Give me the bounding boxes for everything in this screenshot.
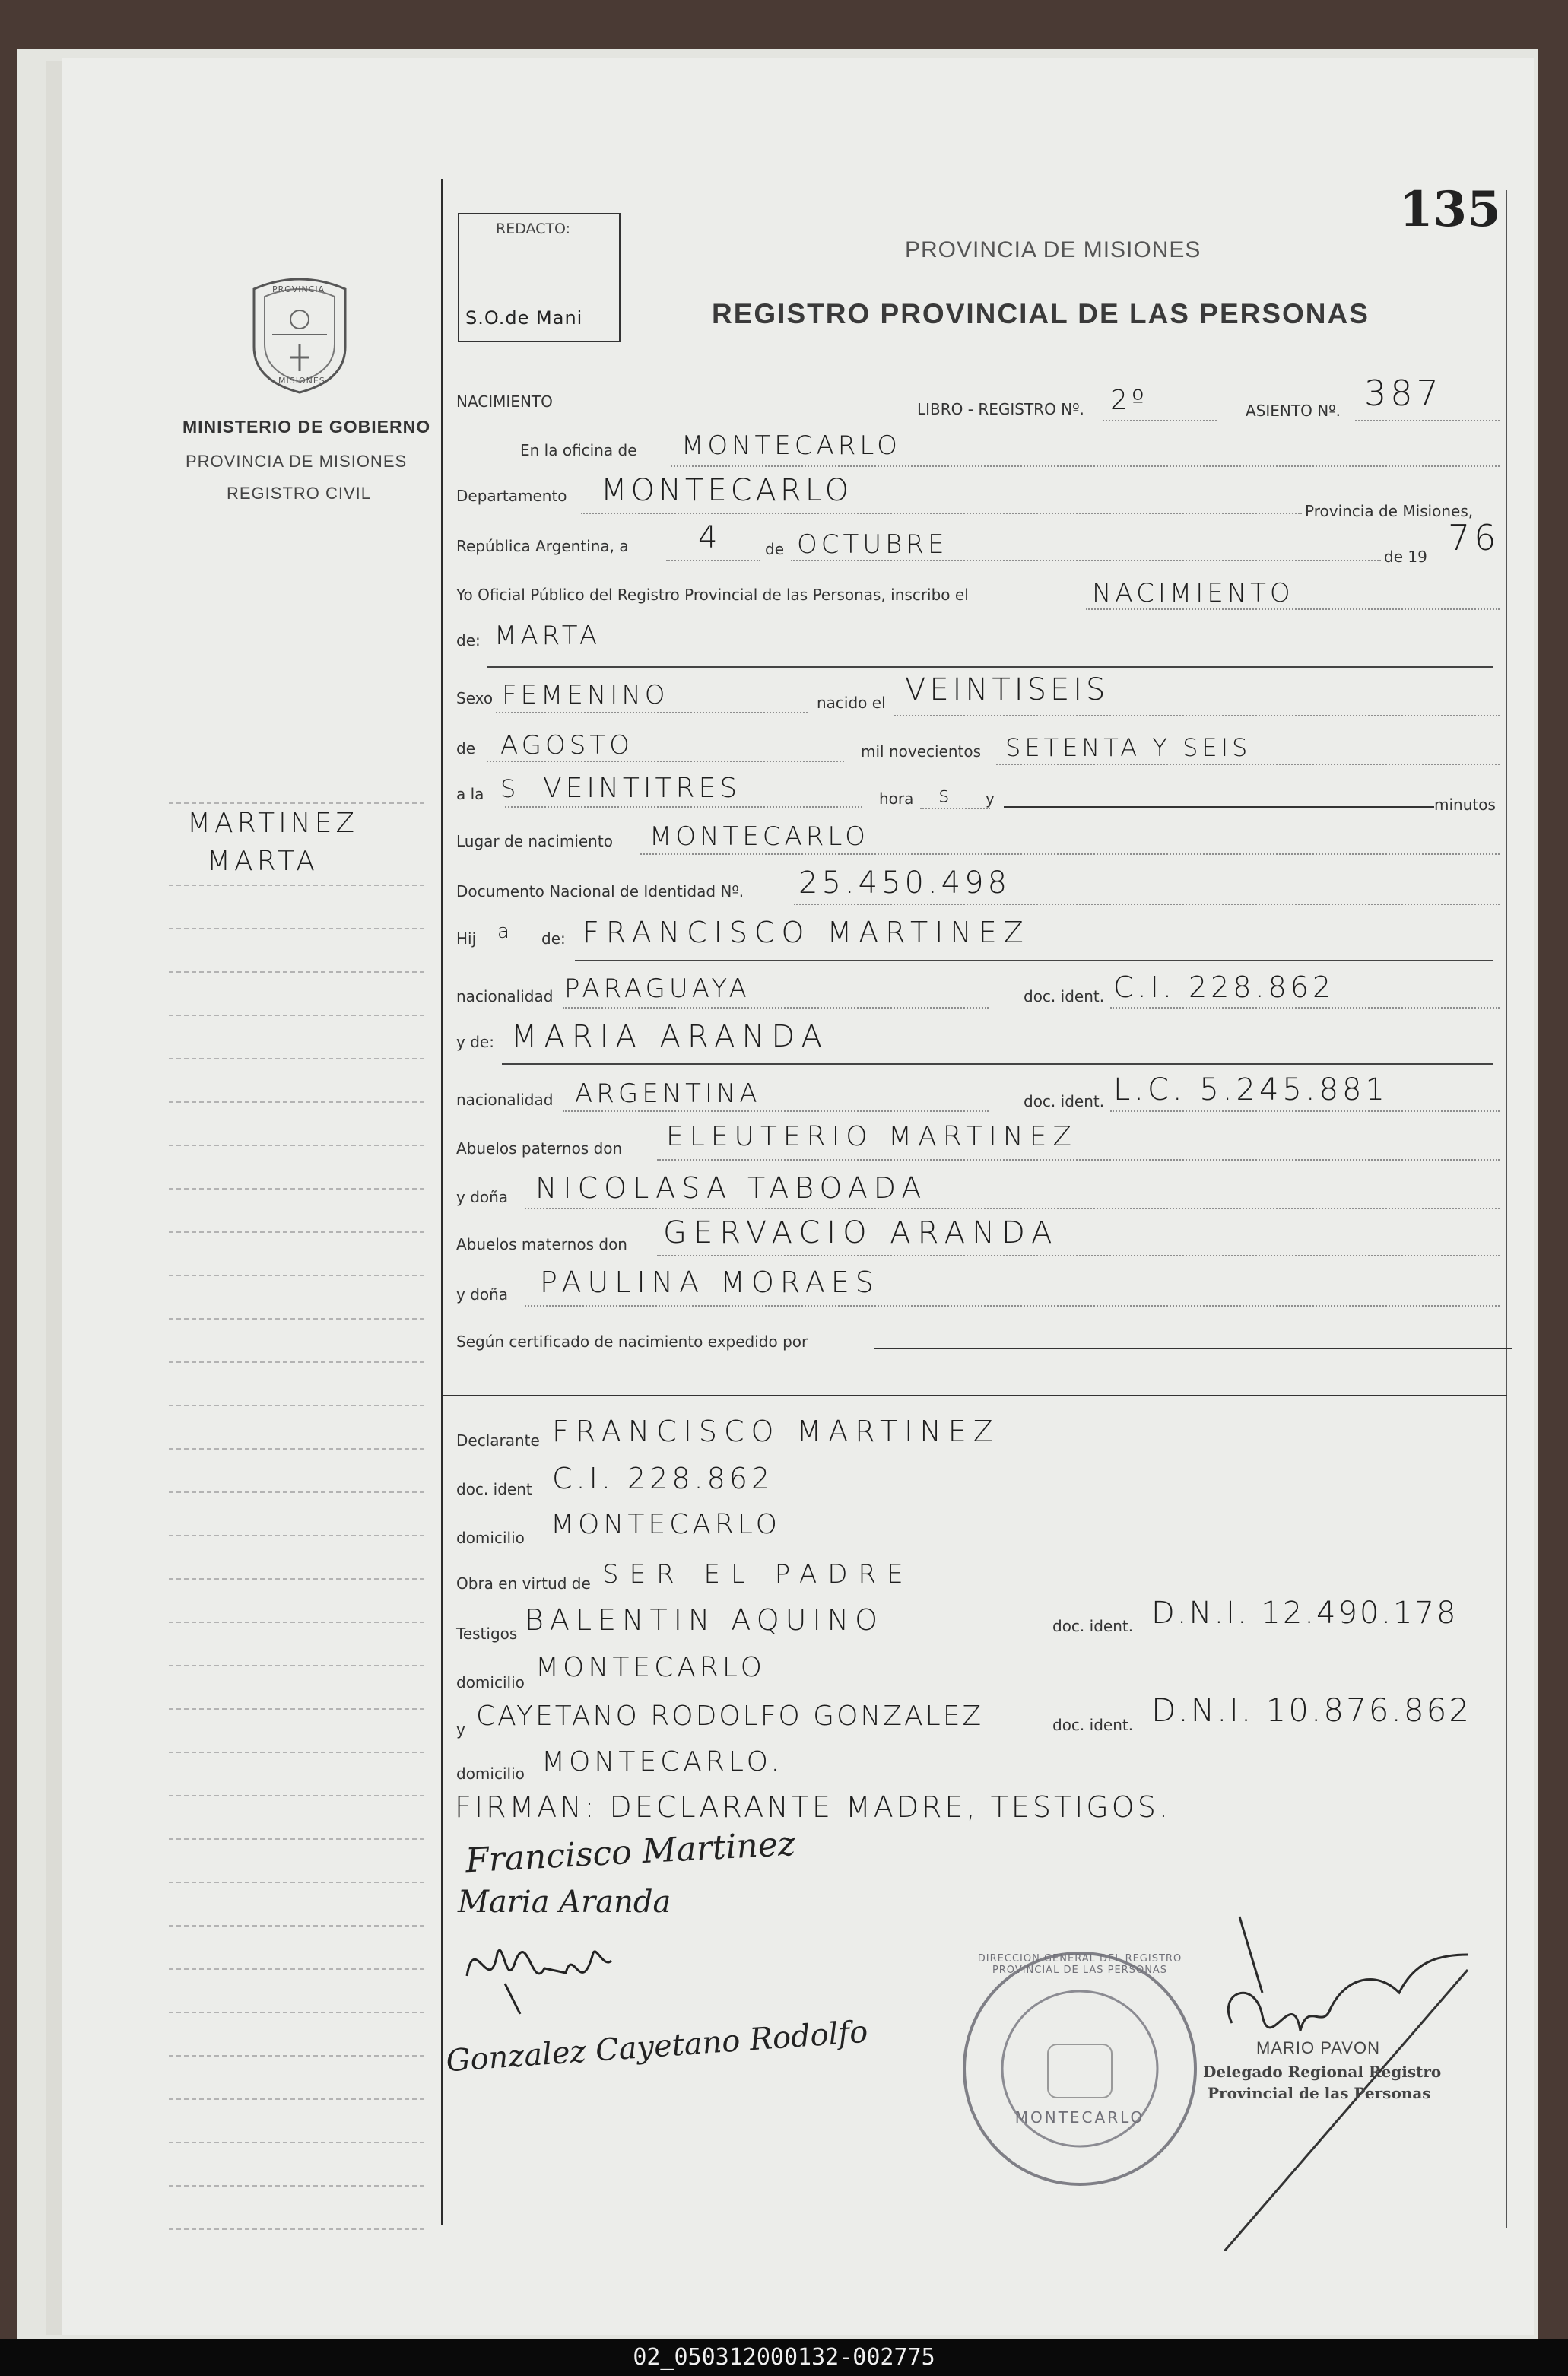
abuela-mat-value: PAULINA MORAES [540,1266,880,1299]
doc-ident-label-1: doc. ident. [1024,987,1105,1005]
signature-francisco: Francisco Martinez [464,1824,797,1881]
name-underline [487,666,1493,668]
oficina-dots [671,465,1500,467]
libro-dots [1103,420,1217,421]
nombre-value: MARTA [494,621,601,651]
nacido-mes-dots [487,761,844,762]
a-la-label: a la [456,785,484,803]
padre-nac-value: PARAGUAYA [564,974,751,1004]
departamento-label: Departamento [456,487,567,505]
stamp-center-text: MONTECARLO [1014,2108,1145,2127]
nacido-el-value: VEINTISEIS [905,672,1109,707]
page-number: 135 [1399,181,1501,238]
padre-value: FRANCISCO MARTINEZ [582,916,1030,949]
asiento-label: ASIENTO Nº. [1246,402,1341,420]
padre-doc-value: C.I. 228.862 [1113,970,1335,1004]
official-name: MARIO PAVON [1256,2038,1380,2057]
y-label: y [986,789,995,808]
redacto-value: S.O.de Mani [465,307,583,329]
declarante-value: FRANCISCO MARTINEZ [552,1415,1000,1448]
declarante-dom-value: MONTECARLO [551,1509,781,1540]
doc-ident-label-2: doc. ident. [1024,1092,1105,1110]
documento-dots [794,904,1500,905]
testigo1-value: BALENTIN AQUINO [525,1603,884,1637]
sexo-value: FEMENINO [502,680,669,710]
signature-maria: Maria Aranda [458,1885,671,1920]
sexo-label: Sexo [456,689,494,707]
de-19-label: de 19 [1384,548,1427,566]
de-parent-label: de: [541,929,566,948]
domicilio-label-2: domicilio [456,1673,525,1691]
testigo2-doc-value: D.N.I. 10.876.862 [1151,1691,1472,1729]
madre-nac-dots [563,1110,989,1112]
abuelos-pat-label: Abuelos paternos don [456,1139,623,1158]
declarante-label: Declarante [456,1431,540,1450]
year-value: 76 [1448,517,1500,558]
testigos-label: Testigos [456,1625,518,1643]
abuelo-mat-value: GERVACIO ARANDA [663,1215,1059,1250]
abuela-mat-dots [525,1305,1500,1307]
lugar-value: MONTECARLO [649,821,869,852]
acta-dots [1086,608,1500,610]
month-value: OCTUBRE [797,529,948,560]
nacionalidad-label-2: nacionalidad [456,1091,554,1109]
madre-underline [502,1063,1493,1065]
doc-ident-label-3: doc. ident. [1052,1617,1134,1635]
madre-doc-dots [1110,1110,1500,1112]
doc-ident-label-4: doc. ident. [1052,1716,1134,1734]
nacionalidad-label-1: nacionalidad [456,987,554,1005]
departamento-value: MONTECARLO [601,473,853,508]
padre-nac-dots [563,1007,989,1009]
nacido-anio-value: SETENTA Y SEIS [1005,733,1252,762]
mil-label: mil novecientos [861,742,982,761]
y-de-label: y de: [456,1033,494,1051]
obra-label: Obra en virtud de [456,1574,591,1593]
abuela-pat-value: NICOLASA TABOADA [535,1171,928,1205]
firman-value: FIRMAN: DECLARANTE MADRE, TESTIGOS. [455,1790,1171,1824]
signature-balentin [459,1923,642,2022]
hora-label: hora [879,789,914,808]
yo-oficial-label: Yo Oficial Público del Registro Provincial de las Personas, inscribo el [456,586,969,604]
de-name-label: de: [456,631,481,650]
official-stamp [958,1947,1201,2190]
lugar-dots [640,853,1500,855]
testigo2-dom-value: MONTECARLO. [541,1746,783,1777]
official-title-1: Delegado Regional Registro [1203,2063,1442,2081]
nacido-el-dots [894,715,1500,716]
obra-value: SER EL PADRE [602,1559,914,1590]
day-value: 4 [698,520,722,555]
a-la-hora-value: VEINTITRES [543,773,741,804]
declarante-doc-value: C.I. 228.862 [552,1462,774,1495]
ministry-province: PROVINCIA DE MISIONES [186,452,408,471]
testigo1-doc-value: D.N.I. 12.490.178 [1151,1596,1458,1631]
testigo1-dom-value: MONTECARLO [535,1652,766,1683]
nacido-mes-value: AGOSTO [500,730,633,761]
segun-line [874,1348,1512,1349]
stamp-ring-text: DIRECCION GENERAL DEL REGISTRO PROVINCIAL DE LAS PERSONAS [977,1953,1182,1976]
asiento-dots [1355,420,1500,421]
signature-gonzalez: Gonzalez Cayetano Rodolfo [445,2014,869,2079]
provincia-label: Provincia de Misiones, [1305,502,1474,520]
madre-doc-value: L.C. 5.245.881 [1113,1072,1389,1107]
oficina-value: MONTECARLO [681,430,901,461]
margin-name: MARTA [207,846,319,877]
segun-label: Según certificado de nacimiento expedido por [456,1333,808,1351]
redacto-box [458,213,621,342]
margin-surname: MARTINEZ [187,808,359,839]
form-divider [443,1395,1507,1396]
libro-value: 2º [1110,385,1148,416]
y-dona-label-2: y doña [456,1285,509,1304]
departamento-dots [581,513,1302,514]
madre-value: MARIA ARANDA [511,1019,829,1054]
footer-id: 02_050312000132-002775 [633,2344,935,2371]
registry-title: REGISTRO PROVINCIAL DE LAS PERSONAS [712,298,1370,329]
hij-label: Hij [456,929,477,948]
seal-top-text: PROVINCIA [272,284,325,294]
padre-doc-dots [1110,1007,1500,1009]
ministry-registry: REGISTRO CIVIL [227,484,372,503]
hijo-suffix: a [497,920,513,943]
form-right-border [1506,190,1507,2228]
hora-dots [920,808,990,809]
abuela-pat-dots [525,1208,1500,1209]
doc-ident-short-label: doc. ident [456,1480,532,1498]
documento-label: Documento Nacional de Identidad Nº. [456,882,744,901]
nacido-anio-dots [996,764,1500,765]
domicilio-label-1: domicilio [456,1529,525,1547]
form-left-border [441,179,443,2225]
madre-nac-value: ARGENTINA [575,1078,761,1109]
hora-value: s [938,782,954,807]
y-dona-label-1: y doña [456,1188,509,1206]
republica-label: República Argentina, a [456,537,629,555]
redacto-label: REDACTO: [496,221,571,237]
de-label: de [765,540,784,558]
official-title-2: Provincial de las Personas [1208,2084,1431,2102]
nacido-el-label: nacido el [817,694,886,712]
minutos-line [1004,806,1434,808]
y-small-label: y [456,1720,465,1739]
abuelo-pat-value: ELEUTERIO MARTINEZ [666,1121,1078,1152]
province-title: PROVINCIA DE MISIONES [905,237,1201,262]
nacimiento-label: NACIMIENTO [456,392,553,411]
minutos-label: minutos [1434,796,1496,814]
asiento-value: 387 [1364,373,1443,414]
ministry-seal [245,274,354,395]
month-dots [791,560,1381,561]
day-dots [666,560,760,561]
abuelo-mat-dots [657,1255,1500,1256]
acta-value: NACIMIENTO [1092,578,1294,608]
padre-underline [575,960,1493,961]
a-la-suffix: S [500,774,520,803]
testigo2-value: CAYETANO RODOLFO GONZALEZ [476,1701,984,1732]
oficina-label: En la oficina de [520,441,637,459]
ministry-title: MINISTERIO DE GOBIERNO [183,417,431,437]
domicilio-label-3: domicilio [456,1765,525,1783]
libro-label: LIBRO - REGISTRO Nº. [917,400,1084,418]
abuelo-pat-dots [657,1159,1500,1161]
de-month-label: de [456,739,475,758]
abuelos-mat-label: Abuelos maternos don [456,1235,627,1253]
dni-value: 25.450.498 [798,866,1011,901]
sexo-dots [496,712,808,713]
seal-bottom-text: MISIONES [278,376,325,386]
lugar-label: Lugar de nacimiento [456,832,613,850]
a-la-dots [505,806,862,808]
